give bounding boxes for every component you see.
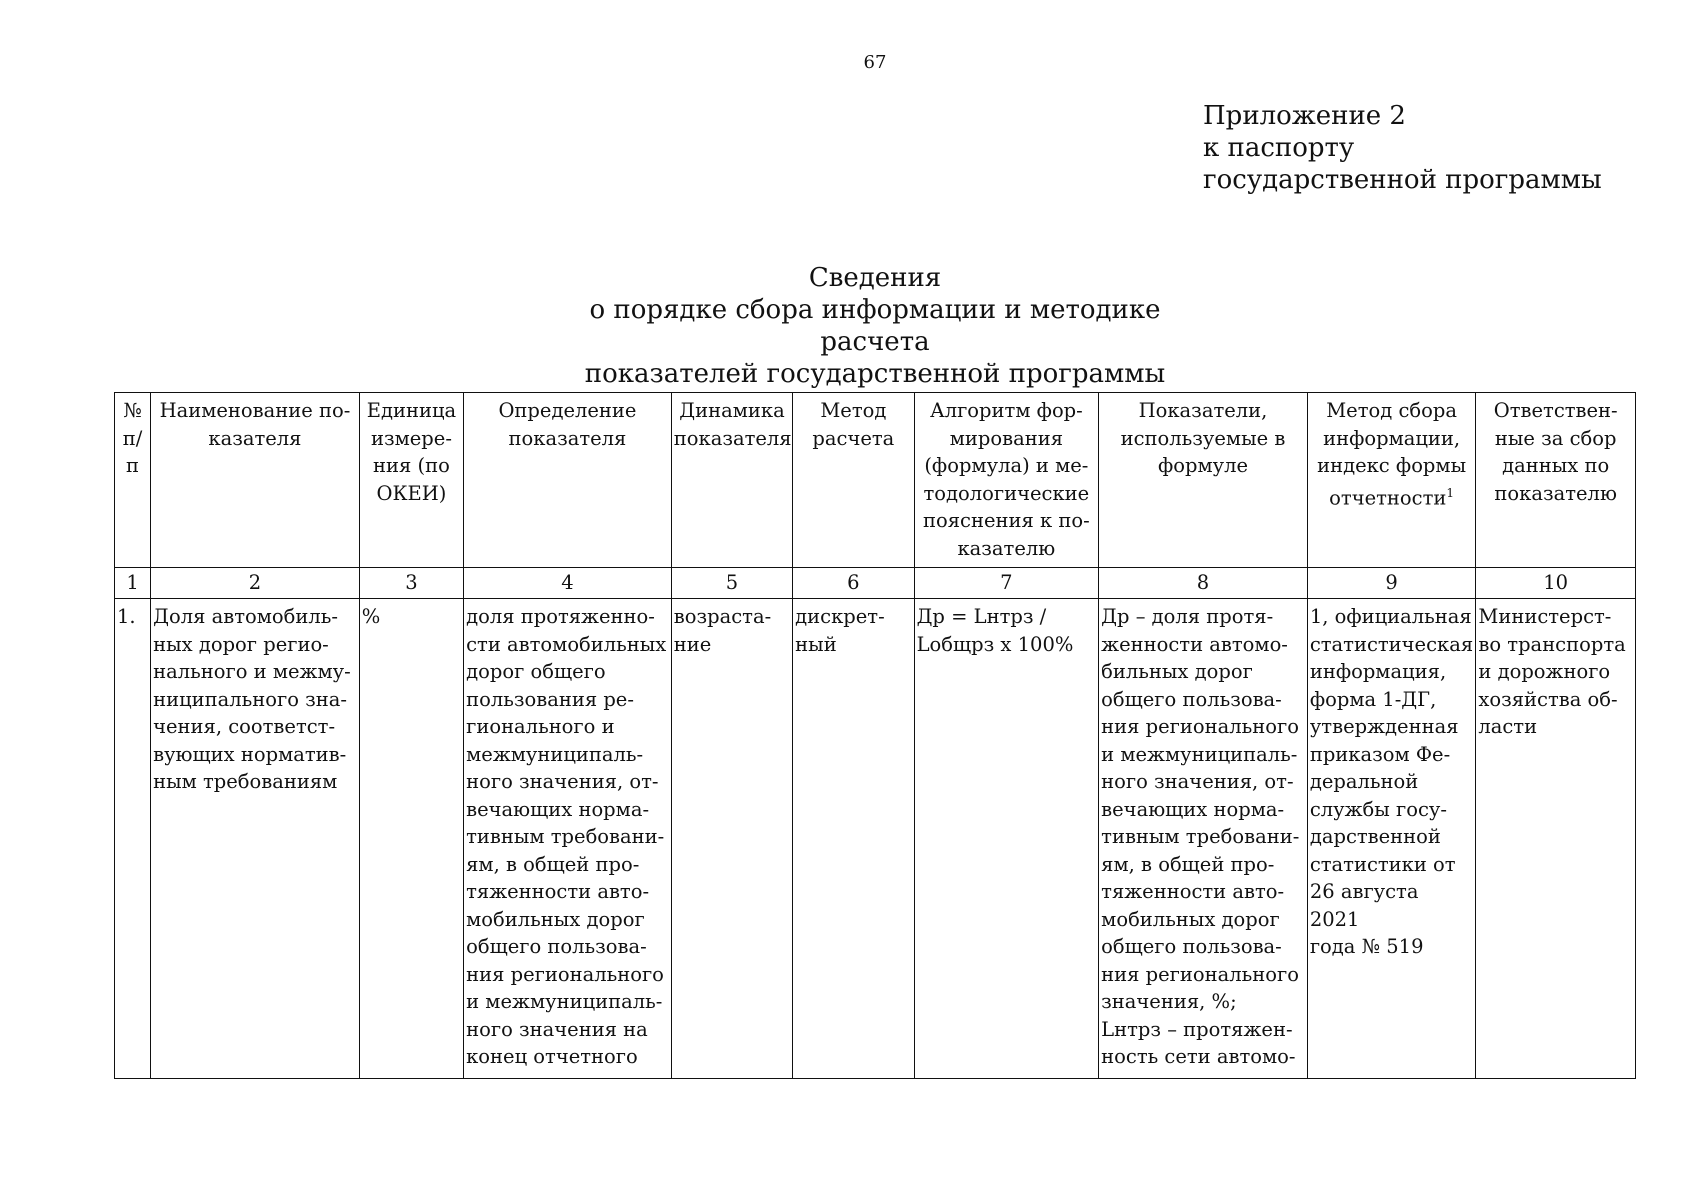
column-number: 8 — [1099, 568, 1308, 599]
indicator-dynamics: возраста- ние — [671, 599, 792, 1079]
appendix-line-2: к паспорту — [1203, 133, 1355, 163]
formula: Дp = Lнтрз / Lобщрз x 100% — [914, 599, 1099, 1079]
column-number: 9 — [1307, 568, 1476, 599]
table-header-row — [115, 393, 1636, 568]
appendix-note — [1203, 100, 1602, 196]
indicators-table — [114, 392, 1636, 1079]
column-number: 7 — [914, 568, 1099, 599]
calc-method: дискрет- ный — [793, 599, 914, 1079]
formula-indicators: Дp – доля протя- женности автомо- бильных дорог общего пользова- ния регионального и межмуниципаль- ного значения, от- вечающих норма- тивным требовани- ям, в общей про- тяженности авто- мобильных дорог общего пользова- ния регионального значения, %; Lнтрз – протяжен- ность сети автомо- — [1099, 599, 1308, 1079]
header-unit: Единица измере- ния (по ОКЕИ) — [359, 393, 463, 568]
column-number: 10 — [1476, 568, 1636, 599]
page-number: 67 — [863, 52, 887, 73]
header-collection-method-text: Метод сбора информации, индекс формы отчетности — [1317, 399, 1467, 509]
document-title — [560, 262, 1190, 390]
header-dynamics: Динамика показателя — [671, 393, 792, 568]
title-line-1: Сведения — [808, 263, 942, 293]
indicator-name: Доля автомобиль- ных дорог регио- нального и межму- ниципального зна- чения, соответст- вующих норматив- ным требованиям — [151, 599, 360, 1079]
footnote-marker: 1 — [1446, 485, 1455, 500]
header-responsible: Ответствен- ные за сбор данных по показателю — [1476, 393, 1636, 568]
unit: % — [359, 599, 463, 1079]
header-number: № п/ п — [115, 393, 151, 568]
indicator-definition: доля протяженно- сти автомобильных дорог общего пользования ре- гионального и межмуниципаль- ного значения, от- вечающих норма- тивным требовани- ям, в общей про- тяженности авто- мобильных дорог общего пользова- ния регионального и межмуниципаль- ного значения на конец отчетного — [464, 599, 672, 1079]
title-line-2: о порядке сбора информации и методике расчета — [589, 295, 1161, 357]
title-line-3: показателей государственной программы — [584, 359, 1166, 389]
header-algorithm: Алгоритм фор- мирования (формула) и ме- тодологические пояснения к по- казателю — [914, 393, 1099, 568]
header-collection-method — [1307, 393, 1476, 568]
table-row — [115, 599, 1636, 1079]
appendix-line-1: Приложение 2 — [1203, 101, 1406, 131]
row-number: 1. — [115, 599, 151, 1079]
column-number: 3 — [359, 568, 463, 599]
column-number: 1 — [115, 568, 151, 599]
column-number: 5 — [671, 568, 792, 599]
header-calc-method: Метод расчета — [793, 393, 914, 568]
column-number-row — [115, 568, 1636, 599]
collection-method: 1, официальная статистическая информация, форма 1-ДГ, утвержденная приказом Фе- деральной службы госу- дарственной статистики от 26 августа 2021 года № 519 — [1307, 599, 1476, 1079]
header-definition: Определение показателя — [464, 393, 672, 568]
column-number: 2 — [151, 568, 360, 599]
responsible-body: Министерст- во транспорта и дорожного хозяйства об- ласти — [1476, 599, 1636, 1079]
column-number: 4 — [464, 568, 672, 599]
column-number: 6 — [793, 568, 914, 599]
appendix-line-3: государственной программы — [1203, 165, 1602, 195]
header-indicator-name: Наименование по- казателя — [151, 393, 360, 568]
header-formula-indicators: Показатели, используемые в формуле — [1099, 393, 1308, 568]
